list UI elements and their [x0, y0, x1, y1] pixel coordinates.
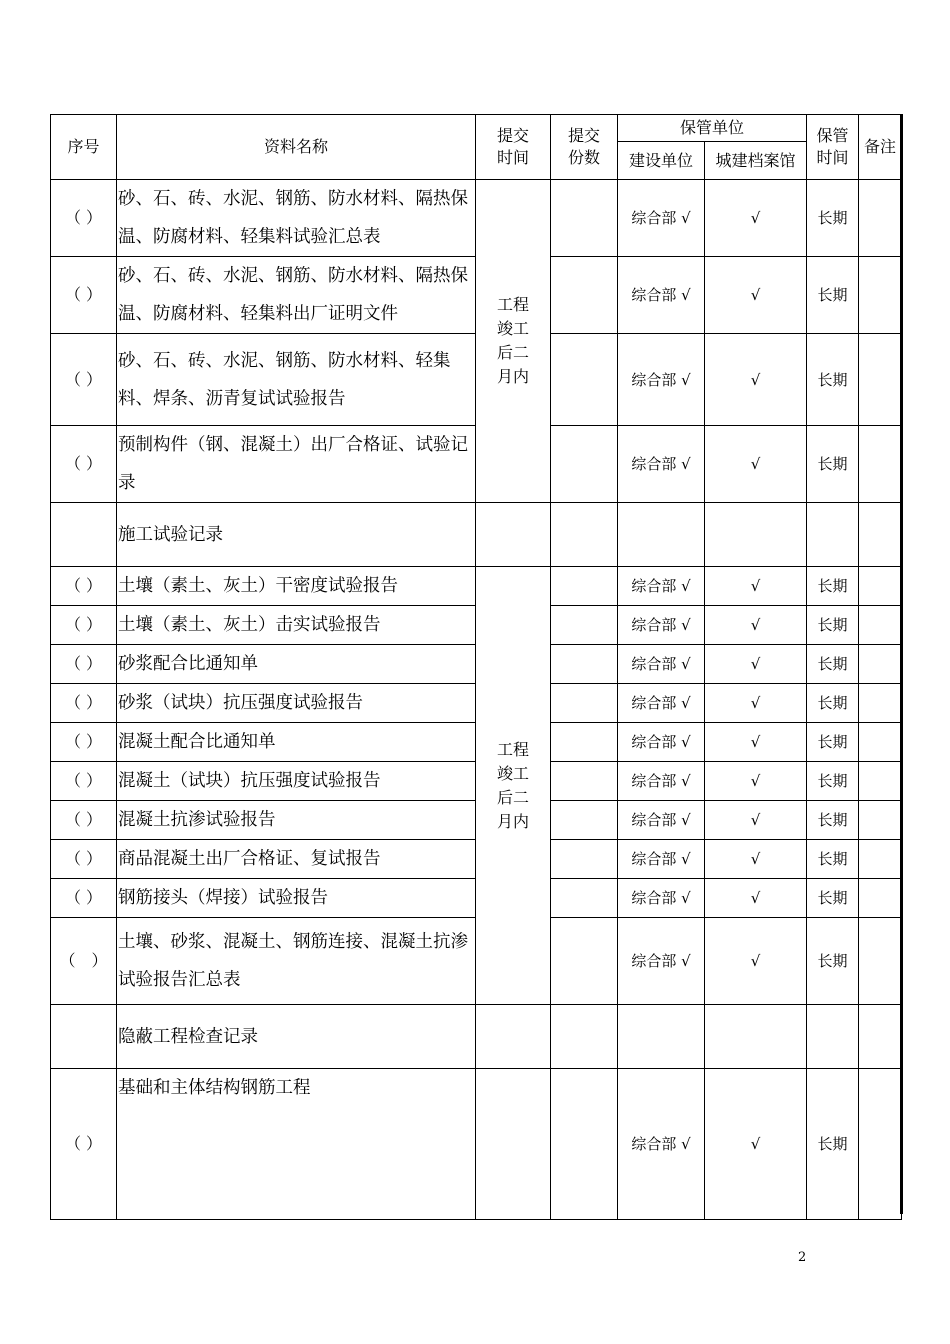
row-copies	[551, 426, 618, 503]
row-remark	[859, 918, 902, 1005]
row-builder: 综合部 √	[618, 567, 705, 606]
row-archive: √	[705, 918, 807, 1005]
row-builder: 综合部 √	[618, 180, 705, 257]
header-no: 序号	[51, 115, 117, 180]
section-row	[51, 503, 902, 567]
row-builder	[618, 503, 705, 567]
row-copies	[551, 1069, 618, 1220]
row-copies	[551, 723, 618, 762]
row-archive: √	[705, 879, 807, 918]
row-submit-time	[476, 1005, 551, 1069]
row-name: 砂、石、砖、水泥、钢筋、防水材料、隔热保温、防腐材料、轻集料试验汇总表	[117, 180, 476, 257]
row-archive: √	[705, 723, 807, 762]
row-name: 土壤（素土、灰土）干密度试验报告	[117, 567, 476, 606]
table-row	[51, 1069, 902, 1220]
row-copies	[551, 645, 618, 684]
row-builder: 综合部 √	[618, 645, 705, 684]
row-period: 长期	[807, 645, 859, 684]
row-archive	[705, 503, 807, 567]
row-copies	[551, 1005, 618, 1069]
row-no: （ ）	[51, 606, 117, 645]
row-name: 基础和主体结构钢筋工程	[117, 1069, 476, 1220]
row-name: 混凝土（试块）抗压强度试验报告	[117, 762, 476, 801]
header-submit-time	[476, 115, 551, 180]
submit-time-text: 工程竣工后二月内	[496, 739, 529, 831]
row-remark	[859, 1005, 902, 1069]
row-name: 砂浆配合比通知单	[117, 645, 476, 684]
row-remark	[859, 334, 902, 426]
row-copies	[551, 879, 618, 918]
row-period: 长期	[807, 426, 859, 503]
row-name: 砂、石、砖、水泥、钢筋、防水材料、隔热保温、防腐材料、轻集料出厂证明文件	[117, 257, 476, 334]
row-remark	[859, 879, 902, 918]
row-no: （ ）	[51, 1069, 117, 1220]
row-period: 长期	[807, 567, 859, 606]
row-copies	[551, 606, 618, 645]
row-copies	[551, 334, 618, 426]
row-no: （ ）	[51, 879, 117, 918]
row-remark	[859, 257, 902, 334]
row-period: 长期	[807, 801, 859, 840]
row-no: （ ）	[51, 918, 117, 1005]
row-builder	[618, 1005, 705, 1069]
row-copies	[551, 257, 618, 334]
row-no: （ ）	[51, 180, 117, 257]
row-period: 长期	[807, 762, 859, 801]
archive-list-table	[50, 114, 902, 1220]
row-period: 长期	[807, 334, 859, 426]
row-remark	[859, 1069, 902, 1220]
header-keeper-archive: 城建档案馆	[705, 142, 807, 180]
row-submit-time	[476, 503, 551, 567]
row-archive	[705, 1005, 807, 1069]
header-copies	[551, 115, 618, 180]
row-archive: √	[705, 762, 807, 801]
row-name: 土壤、砂浆、混凝土、钢筋连接、混凝土抗渗试验报告汇总表	[117, 918, 476, 1005]
row-no: （ ）	[51, 257, 117, 334]
row-builder: 综合部 √	[618, 1069, 705, 1220]
row-remark	[859, 840, 902, 879]
table-row	[51, 180, 902, 257]
row-period: 长期	[807, 684, 859, 723]
header-submit-time-text: 提交时间	[496, 126, 529, 167]
row-submit-time	[476, 1069, 551, 1220]
row-no: （ ）	[51, 801, 117, 840]
row-period: 长期	[807, 840, 859, 879]
row-name: 土壤（素土、灰土）击实试验报告	[117, 606, 476, 645]
row-period	[807, 1005, 859, 1069]
row-name: 砂、石、砖、水泥、钢筋、防水材料、轻集料、焊条、沥青复试试验报告	[117, 334, 476, 426]
row-no: （ ）	[51, 426, 117, 503]
section-title: 隐蔽工程检查记录	[117, 1005, 476, 1069]
row-builder: 综合部 √	[618, 840, 705, 879]
row-remark	[859, 426, 902, 503]
row-archive: √	[705, 257, 807, 334]
row-period: 长期	[807, 723, 859, 762]
row-remark	[859, 180, 902, 257]
row-no	[51, 503, 117, 567]
row-builder: 综合部 √	[618, 426, 705, 503]
row-remark	[859, 606, 902, 645]
row-copies	[551, 840, 618, 879]
row-name: 预制构件（钢、混凝土）出厂合格证、试验记录	[117, 426, 476, 503]
header-keep-period	[807, 115, 859, 180]
row-builder: 综合部 √	[618, 257, 705, 334]
row-copies	[551, 918, 618, 1005]
row-period: 长期	[807, 606, 859, 645]
row-remark	[859, 567, 902, 606]
row-copies	[551, 180, 618, 257]
row-no	[51, 1005, 117, 1069]
row-period: 长期	[807, 1069, 859, 1220]
submit-time-text: 工程竣工后二月内	[496, 295, 529, 386]
submit-time-group-1	[476, 180, 551, 503]
section-row	[51, 1005, 902, 1069]
row-period	[807, 503, 859, 567]
row-remark	[859, 801, 902, 840]
header-name: 资料名称	[117, 115, 476, 180]
row-no: （ ）	[51, 723, 117, 762]
submit-time-group-2	[476, 567, 551, 1005]
row-archive: √	[705, 334, 807, 426]
row-no: （ ）	[51, 840, 117, 879]
row-name: 钢筋接头（焊接）试验报告	[117, 879, 476, 918]
row-copies	[551, 762, 618, 801]
header-remark: 备注	[859, 115, 902, 180]
row-archive: √	[705, 426, 807, 503]
row-archive: √	[705, 567, 807, 606]
row-builder: 综合部 √	[618, 334, 705, 426]
header-keep-period-text: 保管时间	[816, 126, 849, 167]
row-builder: 综合部 √	[618, 684, 705, 723]
row-name: 砂浆（试块）抗压强度试验报告	[117, 684, 476, 723]
table-row	[51, 567, 902, 606]
row-no: （ ）	[51, 334, 117, 426]
row-archive: √	[705, 180, 807, 257]
row-period: 长期	[807, 918, 859, 1005]
row-archive: √	[705, 1069, 807, 1220]
header-row	[51, 115, 902, 142]
row-archive: √	[705, 684, 807, 723]
header-keeper-group: 保管单位	[618, 115, 807, 142]
row-builder: 综合部 √	[618, 606, 705, 645]
row-no: （ ）	[51, 567, 117, 606]
row-copies	[551, 684, 618, 723]
header-keeper-builder: 建设单位	[618, 142, 705, 180]
row-archive: √	[705, 801, 807, 840]
section-title: 施工试验记录	[117, 503, 476, 567]
row-remark	[859, 645, 902, 684]
row-no: （ ）	[51, 762, 117, 801]
row-builder: 综合部 √	[618, 801, 705, 840]
row-period: 长期	[807, 180, 859, 257]
row-remark	[859, 684, 902, 723]
row-archive: √	[705, 840, 807, 879]
row-no: （ ）	[51, 684, 117, 723]
row-name: 混凝土配合比通知单	[117, 723, 476, 762]
row-copies	[551, 801, 618, 840]
row-builder: 综合部 √	[618, 918, 705, 1005]
page-number: 2	[798, 1250, 807, 1265]
row-period: 长期	[807, 879, 859, 918]
row-archive: √	[705, 606, 807, 645]
row-builder: 综合部 √	[618, 762, 705, 801]
row-builder: 综合部 √	[618, 879, 705, 918]
row-archive: √	[705, 645, 807, 684]
row-no: （ ）	[51, 645, 117, 684]
row-remark	[859, 762, 902, 801]
row-copies	[551, 567, 618, 606]
row-builder: 综合部 √	[618, 723, 705, 762]
row-remark	[859, 503, 902, 567]
row-name: 混凝土抗渗试验报告	[117, 801, 476, 840]
row-name: 商品混凝土出厂合格证、复试报告	[117, 840, 476, 879]
header-copies-text: 提交份数	[567, 126, 600, 167]
row-remark	[859, 723, 902, 762]
row-period: 长期	[807, 257, 859, 334]
row-copies	[551, 503, 618, 567]
